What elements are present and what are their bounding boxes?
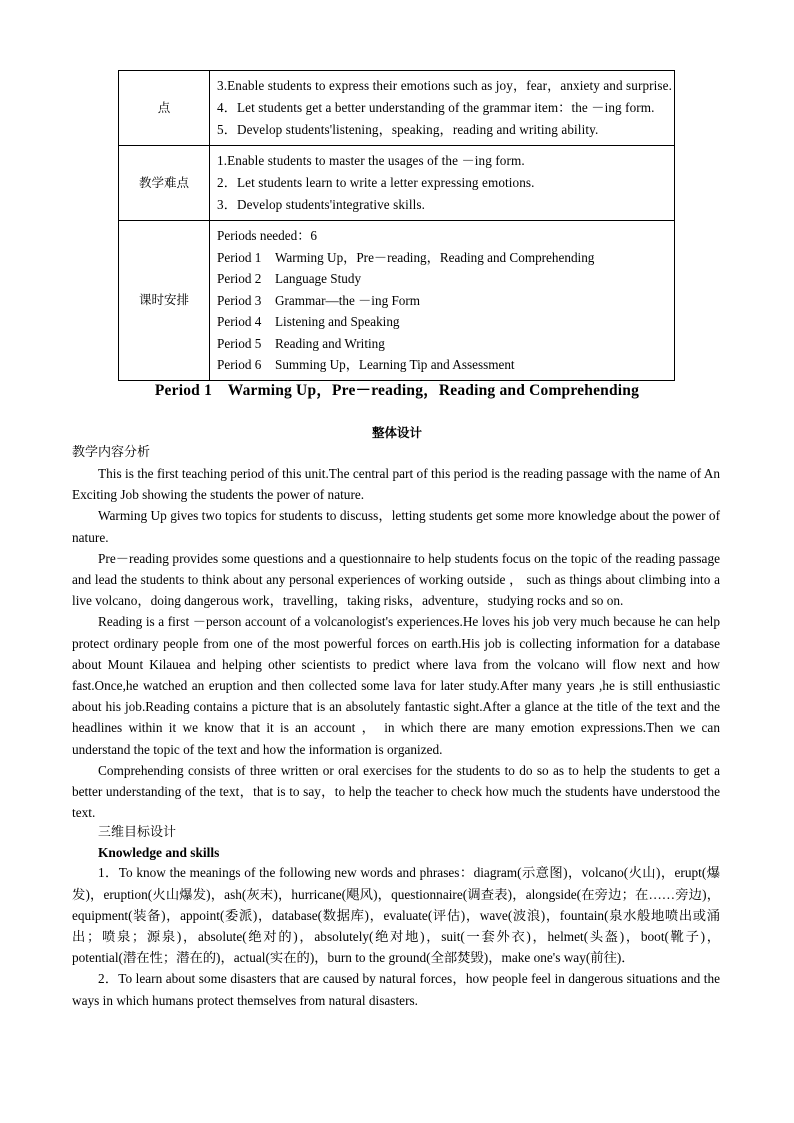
row-content-key-points <box>210 71 675 146</box>
table-line: 4．Let students get a better understanding of the grammar item：the －ing form. <box>217 100 655 115</box>
heading-objectives: 三维目标设计 <box>98 825 177 841</box>
row-label-difficult-points: 教学难点 <box>119 146 210 221</box>
objective-item-1: 1．To know the meanings of the following new words and phrases：diagram(示意图)，volcano(火山)，erupt(爆发)，eruption(火山爆发)，ash(灰末)，hurricane(飓风)，questionnaire(调查表)，alongside(在旁边；在……旁边)，equipment(装备)，appoint(委派)，database(数据库)，evaluate(评估)，wave(波浪)，fountain(泉水般地喷出或涌出；喷泉；源泉)，absolute(绝对的)，absolutely(绝对地)，suit(一套外衣)，helmet(头盔)，boot(靴子)，potential(潜在性；潜在的)，actual(实在的)，burn to the ground(全部焚毁)，make one's way(前往)． <box>72 865 720 966</box>
period-row <box>217 354 670 376</box>
heading-knowledge-and-skills: Knowledge and skills <box>98 845 220 861</box>
period-content: Reading and Writing <box>275 335 385 351</box>
heading-content-analysis: 教学内容分析 <box>72 445 151 460</box>
period-row <box>217 311 670 333</box>
period-number: Period 1 <box>217 249 262 265</box>
paragraph: Reading is a first －person account of a volcanologist's experiences.He loves his job very much because he can help protect ordinary people from one of the most powerful forces on earth.His job is collecting information for a database about Mount Kilauea and helping other scientists to predict where lava from the volcano will flow next and how fast.Once,he watched an eruption and then collected some lava for later study.After many years ,he is still enthusiastic about his job.Reading contains a picture that is an absolutely fantastic sight.After a glance at the title of the text and the headlines within it we know that it is an account ， in which there are many emotion expressions.Then we can understand the topic of the text and how the information is organized. <box>72 614 720 757</box>
paragraph: Pre－reading provides some questions and a questionnaire to help students focus on the topic of the reading passage and lead the students to think about any personal experiences of working outside ， such as things about climbing into a live volcano，doing dangerous work，travelling，taking risks，adventure，studying rocks and so on. <box>72 550 720 609</box>
lesson-plan-table <box>118 70 675 381</box>
table-row <box>119 221 675 381</box>
table-line: 3.Enable students to express their emotions such as joy，fear，anxiety and surprise. <box>217 78 673 93</box>
table-row <box>119 71 675 146</box>
row-label-schedule: 课时安排 <box>119 221 210 381</box>
period-row <box>217 268 670 290</box>
row-content-difficult-points <box>210 146 675 221</box>
table-line: 1.Enable students to master the usages of the －ing form. <box>217 153 525 168</box>
section-title: 整体设计 <box>371 425 422 440</box>
paragraph: Warming Up gives two topics for students to discuss，letting students get some more knowledge about the power of nature. <box>72 508 720 545</box>
period-number: Period 5 <box>217 335 262 351</box>
period-content: Listening and Speaking <box>275 314 400 329</box>
period-content: Grammar—the －ing Form <box>275 292 421 308</box>
row-label-key-points: 点 <box>119 71 210 146</box>
period-row <box>217 290 670 312</box>
period-row <box>217 333 670 355</box>
table-line: 3．Develop students'integrative skills. <box>217 197 425 212</box>
period-content: Summing Up，Learning Tip and Assessment <box>275 357 515 372</box>
table-row <box>119 146 675 221</box>
paragraph: This is the first teaching period of this unit.The central part of this period is the reading passage with the name of An Exciting Job showing the students the power of nature. <box>72 466 720 503</box>
period-number: Period 4 <box>217 314 262 329</box>
page-title: Period 1 Warming Up，Pre－reading，Reading and Comprehending <box>154 382 640 399</box>
table-line: 2．Let students learn to write a letter expressing emotions. <box>217 175 535 190</box>
period-content: Warming Up，Pre－reading，Reading and Comprehending <box>275 249 595 265</box>
table-line: 5．Develop students'listening，speaking，reading and writing ability. <box>217 122 599 137</box>
period-number: Period 6 <box>217 357 262 372</box>
row-content-schedule <box>210 221 675 381</box>
period-row <box>217 247 670 269</box>
period-content: Language Study <box>275 271 362 286</box>
periods-needed: Periods needed：6 <box>217 228 317 243</box>
period-number: Period 3 <box>217 292 262 308</box>
objective-item-2: 2．To learn about some disasters that are caused by natural forces，how people feel in dangerous situations and the ways in which humans protect themselves from natural disasters. <box>72 971 720 1008</box>
document-body <box>72 443 720 1011</box>
paragraph: Comprehending consists of three written or oral exercises for the students to do so as to help the students to get a better understanding of the text，that is to say，to help the teacher to check how much the students have understood the text. <box>72 762 720 821</box>
period-number: Period 2 <box>217 271 262 286</box>
